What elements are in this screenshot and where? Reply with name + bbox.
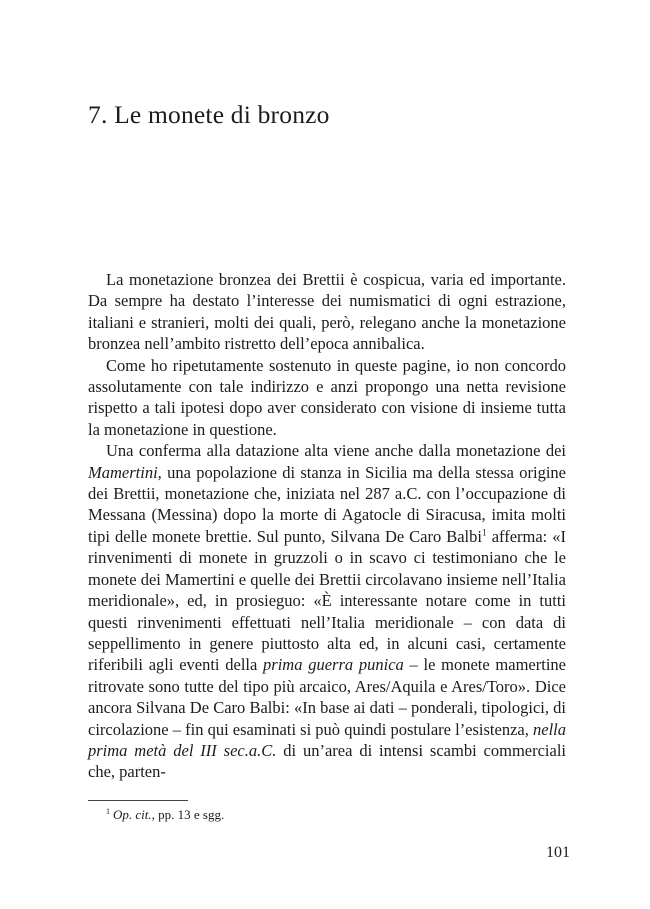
paragraph-1: La monetazione bronzea dei Brettii è cospicua, varia ed importante. Da sempre ha destato l’interesse dei numismatici di ogni estrazione, italiani e stranieri, molti dei quali, però, relegano anche la monetazione bronzea nell’ambito ristretto dell’epoca annibalica. [88, 270, 566, 354]
paragraph-3-text-5: di un’area di intensi scambi commerciali che, parten- [88, 740, 566, 782]
footnote-divider [88, 800, 188, 801]
prima-guerra-punica-italic: prima guerra punica [263, 655, 404, 675]
paragraph-3-text-4: – le monete mamertine ritrovate sono tutte del tipo più arcaico, Ares/Aquila e Ares/Toro». Dice ancora Silvana De Caro Balbi: «In base ai dati – ponderali, tipologici, di circolazione – fin qui esaminati si può quindi postulare l’esistenza, [88, 655, 566, 739]
footnote-citation: Op. cit. [113, 807, 152, 822]
footnote-pages: , pp. 13 e sgg. [151, 807, 225, 822]
mamertini-italic: Mamertini, [88, 462, 162, 482]
body-text [88, 269, 566, 783]
footnote-number: 1 [106, 806, 110, 816]
chapter-title: 7. Le monete di bronzo [88, 100, 330, 129]
footnote [106, 807, 224, 823]
paragraph-3-text-2: una popolazione di stanza in Sicilia ma della stessa origine dei Brettii, monetazione che, iniziata nel 287 a.C. con l’occupazione di Messana (Messina) dopo la morte di Agatocle di Siracusa, imita molti tipi delle monete brettie. Sul punto, Silvana De Caro Balbi [88, 462, 566, 546]
page-number: 101 [546, 844, 570, 861]
paragraph-3-text-1: Una conferma alla datazione alta viene anche dalla monetazione dei [106, 441, 566, 461]
paragraph-2: Come ho ripetutamente sostenuto in queste pagine, io non concordo assolutamente con tale indirizzo e anzi propongo una netta revisione rispetto a tali ipotesi dopo aver considerato con visione di insieme tutta la monetazione in questione. [88, 355, 566, 439]
paragraph-3-text-3: afferma: «I rinvenimenti di monete in gruzzoli o in scavo ci testimoniano che le monete dei Mamertini e quelle dei Brettii circolavano insieme nell’Italia meridionale», ed, in prosieguo: «È interessante notare come in tutti questi rinvenimenti effettuati nell’Italia meridionale – con data di seppellimento in genere piuttosto alta ed, in alcuni casi, certamente riferibili agli eventi della [88, 526, 566, 675]
prima-meta-italic: nella prima metà del III sec.a.C. [88, 719, 566, 760]
paragraph-3 [88, 440, 566, 783]
footnote-reference[interactable]: 1 [481, 528, 487, 539]
